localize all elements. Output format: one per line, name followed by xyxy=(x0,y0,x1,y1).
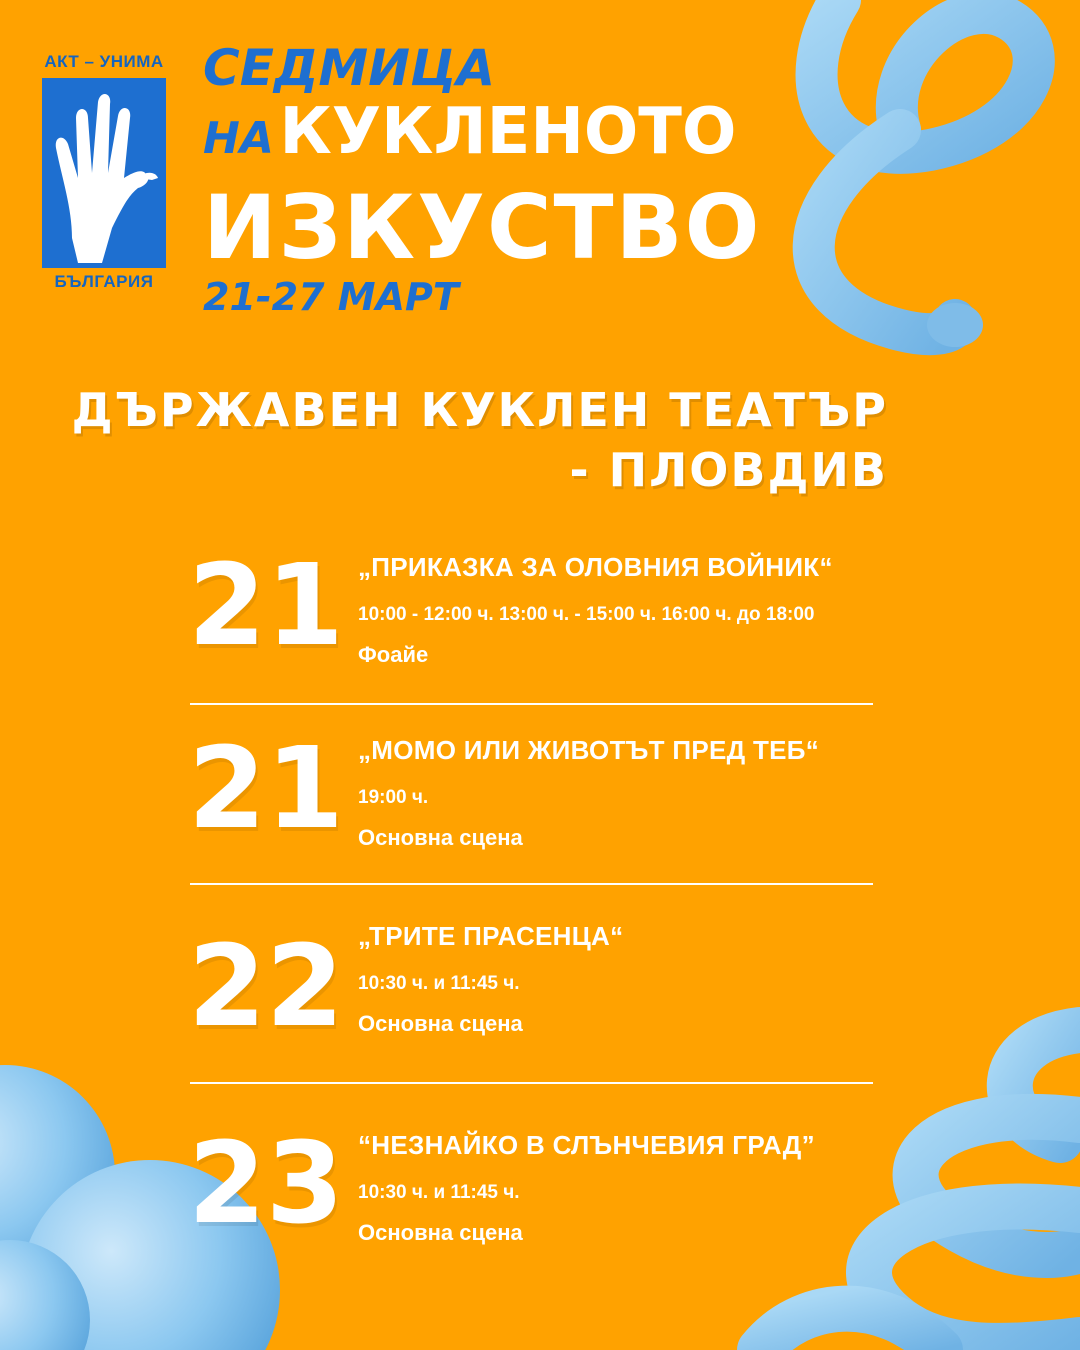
divider xyxy=(190,1082,873,1084)
event-title: „ПРИКАЗКА ЗА ОЛОВНИЯ ВОЙНИК“ xyxy=(358,552,833,582)
divider xyxy=(190,703,873,705)
event-title: “НЕЗНАЙКО В СЛЪНЧЕВИЯ ГРАД” xyxy=(358,1130,815,1160)
event-place: Основна сцена xyxy=(358,825,523,850)
festival-dates: 21-27 МАРТ xyxy=(203,275,459,319)
title-line-2-big: КУКЛЕНОТО xyxy=(279,95,737,169)
hand-dove-icon xyxy=(42,78,166,268)
event-info xyxy=(358,733,898,851)
logo-bottom-text: БЪЛГАРИЯ xyxy=(54,272,154,291)
title-line-3: ИЗКУСТВО xyxy=(203,176,762,279)
event-time: 10:30 ч. и 11:45 ч. xyxy=(358,1182,520,1203)
venue-heading xyxy=(72,380,888,500)
event-title: „ТРИТЕ ПРАСЕНЦА“ xyxy=(358,921,624,951)
event-title: „МОМО ИЛИ ЖИВОТЪТ ПРЕД ТЕБ“ xyxy=(358,735,820,765)
top-right-coil-shape xyxy=(814,0,1034,347)
event-info xyxy=(358,1128,898,1246)
divider xyxy=(190,883,873,885)
event-day: 21 xyxy=(188,541,344,671)
event-day: 22 xyxy=(188,922,344,1052)
organization-logo xyxy=(40,52,168,292)
title-line-1: СЕДМИЦА xyxy=(203,39,496,97)
event-place: Фоайе xyxy=(358,642,429,667)
venue-line-2: - ПЛОВДИВ xyxy=(569,443,888,497)
event-info xyxy=(358,550,898,668)
title-line-2-small: НА xyxy=(203,113,274,164)
event-day: 23 xyxy=(188,1119,344,1249)
event-place: Основна сцена xyxy=(358,1011,523,1036)
logo-top-text: АКТ – УНИМА xyxy=(44,52,164,71)
event-time: 10:00 - 12:00 ч. 13:00 ч. - 15:00 ч. 16:00 ч. до 18:00 xyxy=(358,604,815,625)
festival-title xyxy=(203,40,761,322)
event-day: 21 xyxy=(188,724,344,854)
event-time: 19:00 ч. xyxy=(358,787,429,808)
logo-box xyxy=(42,78,166,268)
title-line-2 xyxy=(203,96,761,184)
event-info xyxy=(358,919,898,1037)
venue-line-1: ДЪРЖАВЕН КУКЛЕН ТЕАТЪР xyxy=(71,383,888,437)
event-place: Основна сцена xyxy=(358,1220,523,1245)
event-time: 10:30 ч. и 11:45 ч. xyxy=(358,973,520,994)
